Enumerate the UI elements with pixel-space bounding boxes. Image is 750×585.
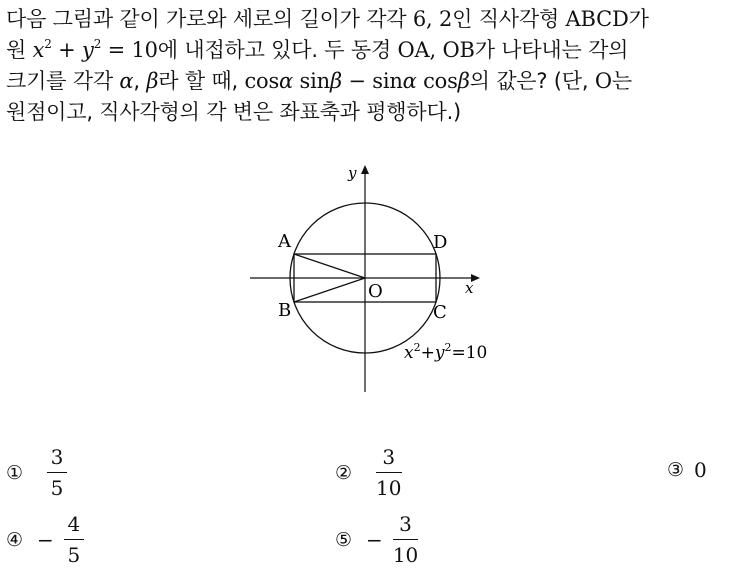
numerator: 3	[382, 445, 396, 469]
eq-x: x	[404, 343, 414, 363]
math: x	[32, 38, 45, 62]
problem-line-1	[6, 4, 744, 35]
eq-y: y	[434, 343, 445, 363]
math: − sin	[341, 69, 403, 93]
text: 크기를 각각	[6, 69, 120, 93]
math: cos	[244, 69, 280, 93]
choice-marker: ③	[667, 459, 685, 481]
choice-value: 0	[694, 458, 707, 482]
math: cos	[416, 69, 458, 93]
text: ,	[133, 69, 147, 93]
fraction-bar	[376, 472, 401, 473]
math: β	[329, 69, 342, 93]
choice-5[interactable]	[335, 512, 418, 567]
text: 인 직사각형	[452, 7, 566, 31]
denominator: 10	[376, 476, 402, 500]
math: 2	[44, 37, 52, 51]
text: 의 값은? (단,	[469, 69, 595, 93]
ray-ob	[294, 278, 365, 302]
text: 가	[628, 7, 649, 31]
math: α	[119, 69, 134, 93]
math: 2	[93, 37, 102, 51]
math: OA, OB	[397, 38, 475, 62]
label-a: A	[278, 231, 291, 252]
choice-marker: ⑤	[335, 528, 353, 551]
problem-line-2	[6, 35, 744, 66]
denominator: 10	[392, 543, 419, 567]
math: β	[146, 69, 159, 93]
math: α	[279, 69, 294, 93]
denominator: 5	[67, 543, 81, 567]
math: y	[82, 38, 94, 62]
text: 에 내접하고 있다. 두 동경	[157, 38, 398, 62]
choice-1[interactable]	[6, 445, 67, 500]
choice-sign: −	[37, 527, 54, 552]
x-axis-label: x	[465, 279, 474, 297]
choice-marker: ①	[6, 461, 24, 484]
fraction-bar	[393, 539, 418, 540]
problem-line-3	[6, 66, 744, 97]
choice-fraction	[64, 512, 84, 567]
problem-line-4: 원점이고, 직사각형의 각 변은 좌표축과 평행하다.)	[6, 100, 462, 124]
eq-rhs: =10	[451, 343, 488, 363]
eq-plus: +	[420, 343, 435, 363]
choice-4[interactable]	[6, 512, 84, 567]
math: α	[402, 69, 417, 93]
y-axis-label: y	[348, 164, 357, 182]
math: 6, 2	[412, 7, 453, 31]
math: β	[457, 69, 470, 93]
choice-fraction	[393, 512, 418, 567]
ray-oa	[294, 254, 365, 278]
choice-2[interactable]	[335, 445, 402, 500]
choice-sign: −	[366, 527, 383, 552]
text: 라 할 때,	[158, 69, 245, 93]
label-c: C	[433, 302, 447, 323]
choice-fraction	[376, 445, 401, 500]
label-d: D	[433, 232, 448, 253]
problem-text	[6, 4, 744, 128]
y-axis-arrow-icon	[361, 165, 369, 174]
numerator: 4	[67, 512, 81, 536]
math: ABCD	[565, 7, 629, 31]
text: 는	[611, 69, 632, 93]
numerator: 3	[399, 512, 412, 536]
label-b: B	[278, 300, 292, 321]
label-o: O	[368, 281, 383, 302]
choice-fraction	[47, 445, 67, 500]
fraction-bar	[47, 472, 67, 473]
circle-rectangle-figure	[240, 160, 510, 400]
fraction-bar	[64, 539, 84, 540]
text: 가 나타내는 각의	[474, 38, 629, 62]
math: = 10	[101, 38, 158, 62]
choice-3[interactable]	[667, 458, 707, 482]
text: 원	[6, 38, 33, 62]
math: sin	[293, 69, 330, 93]
math: O	[594, 69, 612, 93]
choice-marker: ②	[335, 461, 353, 484]
circle-equation	[404, 341, 487, 363]
eq-x-exp: 2	[413, 341, 421, 354]
choice-marker: ④	[6, 528, 24, 551]
denominator: 5	[50, 476, 64, 500]
numerator: 3	[50, 445, 64, 469]
eq-y-exp: 2	[444, 341, 452, 354]
text: 다음 그림과 같이 가로와 세로의 길이가 각각	[6, 7, 413, 31]
math: +	[51, 38, 83, 62]
